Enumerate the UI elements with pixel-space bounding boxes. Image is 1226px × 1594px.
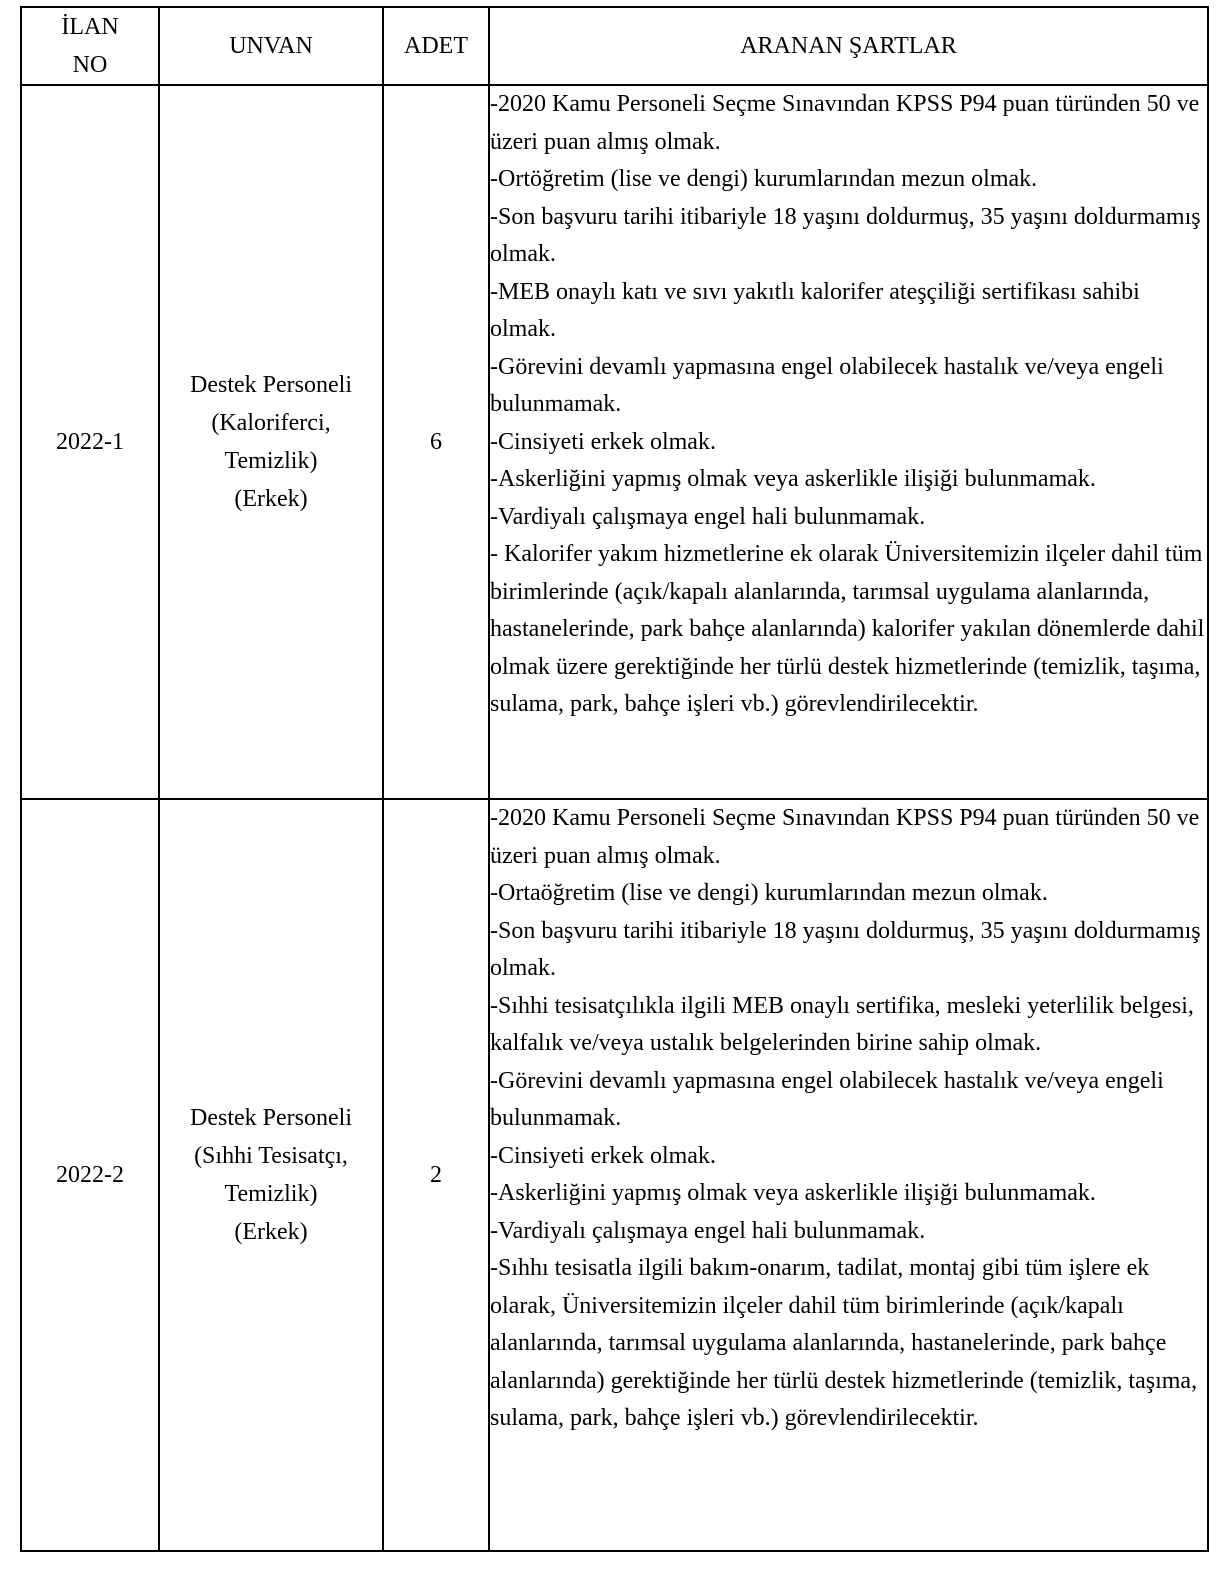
- requirement-item: - Kalorifer yakım hizmetlerine ek olarak Üniversitemizin ilçeler dahil tüm birimlerinde (açık/kapalı alanlarında, tarımsal uygulama alanlarında, hastanelerinde, park bahçe alanlarında) kalorifer yakılan dönemlerde dahil olmak üzere gerektiğinde her türlü destek hizmetlerinde (temizlik, taşıma, sulama, park, bahçe işleri vb.) görevlendirilecektir.: [490, 541, 1205, 717]
- requirements-cell: [489, 85, 1208, 799]
- header-aranan-sartlar: ARANAN ŞARTLAR: [489, 7, 1208, 85]
- requirement-item: -Askerliğini yapmış olmak veya askerlikle ilişiği bulunmamak.: [490, 466, 1096, 492]
- unvan-cell: [159, 799, 383, 1551]
- requirement-item: -Son başvuru tarihi itibariyle 18 yaşını doldurmuş, 35 yaşını doldurmamış olmak.: [490, 917, 1201, 981]
- requirement-item: -Vardiyalı çalışmaya engel hali bulunmamak.: [490, 503, 926, 530]
- table-header-row: [21, 7, 1208, 85]
- requirement-item: -Görevini devamlı yapmasına engel olabilecek hastalık ve/veya engeli bulunmamak.: [490, 1067, 1164, 1131]
- requirement-item: -Ortaöğretim (lise ve dengi) kurumlarından mezun olmak.: [490, 880, 1048, 906]
- unvan-line: Temizlik): [224, 448, 318, 474]
- unvan-cell: [159, 85, 383, 799]
- requirement-item: -Görevini devamlı yapmasına engel olabilecek hastalık ve/veya engeli bulunmamak.: [490, 353, 1164, 417]
- header-ilan-no-line1: İLAN: [61, 14, 119, 40]
- unvan-line: (Erkek): [234, 1219, 308, 1245]
- job-listing-table: [20, 6, 1209, 1552]
- adet-cell: 2: [383, 799, 489, 1551]
- requirement-item: -Askerliğini yapmış olmak veya askerlikle ilişiği bulunmamak.: [490, 1180, 1096, 1206]
- requirement-item: -2020 Kamu Personeli Seçme Sınavından KPSS P94 puan türünden 50 ve üzeri puan almış olmak.: [490, 91, 1200, 155]
- requirement-item: -Cinsiyeti erkek olmak.: [490, 1142, 716, 1169]
- adet-cell: 6: [383, 85, 489, 799]
- requirement-item: -Cinsiyeti erkek olmak.: [490, 428, 716, 455]
- requirement-item: -Ortöğretim (lise ve dengi) kurumlarından mezun olmak.: [490, 166, 1038, 192]
- requirement-item: -2020 Kamu Personeli Seçme Sınavından KPSS P94 puan türünden 50 ve üzeri puan almış olmak.: [490, 805, 1200, 869]
- ilan-no-cell: 2022-1: [21, 85, 159, 799]
- header-adet: ADET: [383, 7, 489, 85]
- requirement-item: -Son başvuru tarihi itibariyle 18 yaşını doldurmuş, 35 yaşını doldurmamış olmak.: [490, 203, 1201, 267]
- requirements-cell: [489, 799, 1208, 1551]
- table-row: [21, 85, 1208, 799]
- header-ilan-no-line2: NO: [72, 52, 108, 78]
- ilan-no-cell: 2022-2: [21, 799, 159, 1551]
- unvan-line: Destek Personeli: [190, 1105, 352, 1131]
- requirement-item: -MEB onaylı katı ve sıvı yakıtlı kalorifer ateşçiliği sertifikası sahibi olmak.: [490, 278, 1140, 342]
- unvan-line: Temizlik): [224, 1181, 318, 1207]
- unvan-line: (Kaloriferci,: [211, 410, 331, 436]
- unvan-line: (Erkek): [234, 486, 308, 512]
- unvan-line: (Sıhhi Tesisatçı,: [194, 1143, 348, 1169]
- table-row: [21, 799, 1208, 1551]
- requirement-item: -Sıhhı tesisatla ilgili bakım-onarım, tadilat, montaj gibi tüm işlere ek olarak, Üniversitemizin ilçeler dahil tüm birimlerinde (açık/kapalı alanlarında, tarımsal uygulama alanlarında, hastanelerinde, park bahçe alanlarında) gerektiğinde her türlü destek hizmetlerinde (temizlik, taşıma, sulama, park, bahçe işleri vb.) görevlendirilecektir.: [490, 1255, 1198, 1431]
- requirement-item: -Vardiyalı çalışmaya engel hali bulunmamak.: [490, 1217, 926, 1244]
- requirement-item: -Sıhhi tesisatçılıkla ilgili MEB onaylı sertifika, mesleki yeterlilik belgesi, kalfalık ve/veya ustalık belgelerinden birine sahip olmak.: [490, 992, 1194, 1056]
- header-ilan-no: [21, 7, 159, 85]
- header-unvan: UNVAN: [159, 7, 383, 85]
- unvan-line: Destek Personeli: [190, 372, 352, 398]
